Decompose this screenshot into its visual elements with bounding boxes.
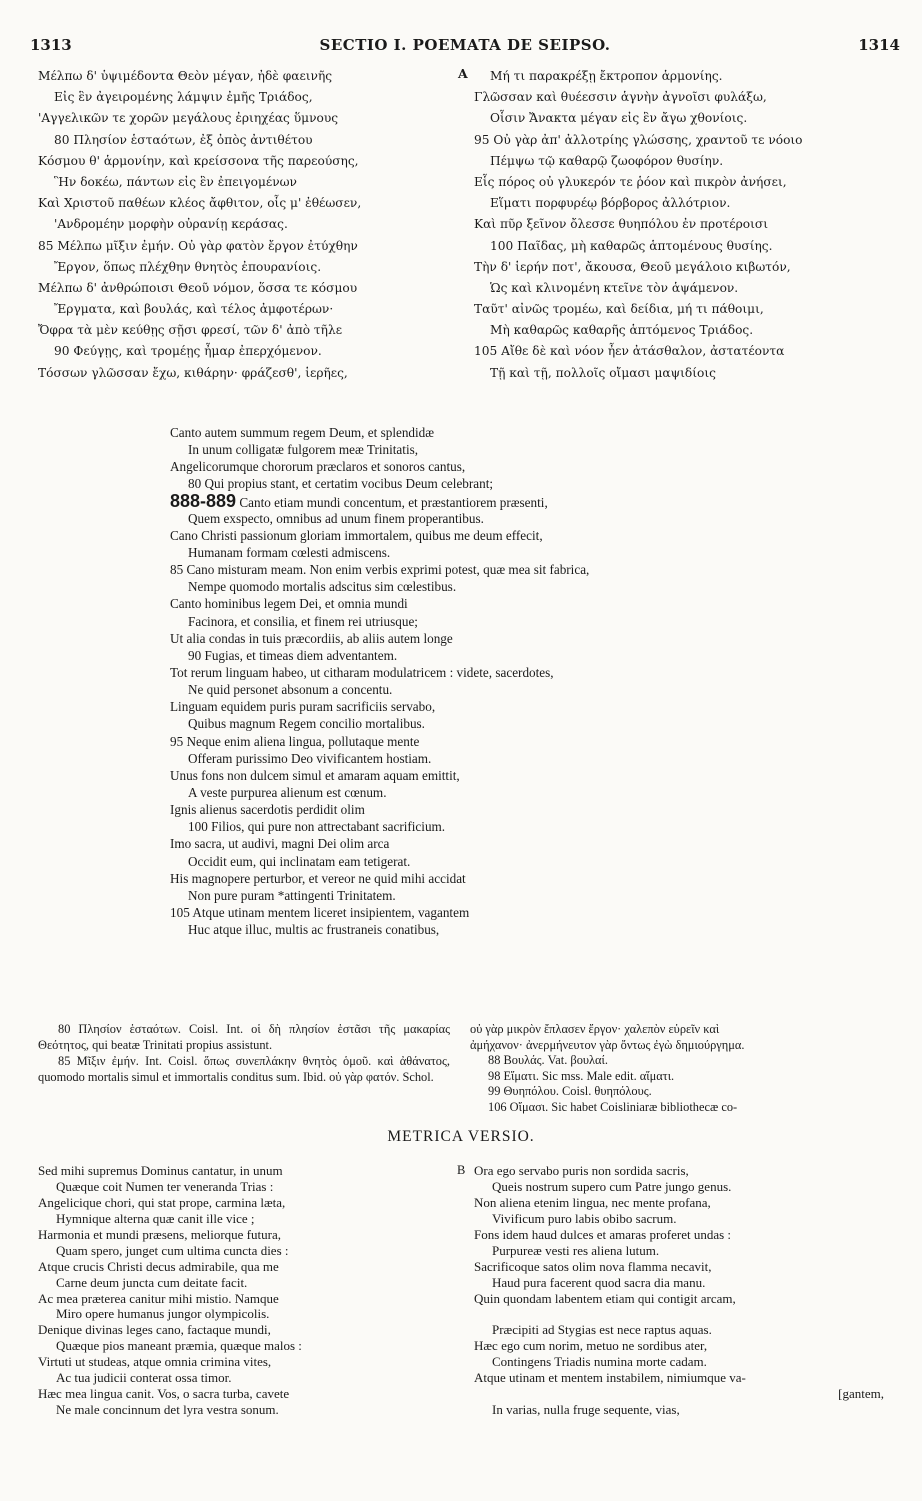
verse-line: Μέλπω δ' ἀνθρώποισι Θεοῦ νόμον, ὅσσα τε κόσμου — [38, 280, 358, 295]
verse-line: Tot rerum linguam habeo, ut citharam modulatricem : videte, sacerdotes, — [170, 664, 554, 680]
verse-line: Ut alia condas in tuis præcordiis, ab aliis autem longe — [170, 630, 453, 646]
verse-text: Canto etiam mundi concentum, et præstantiorem præsenti, — [239, 494, 548, 510]
left-page-number: 1313 — [30, 36, 72, 54]
verse-line: 105 Atque utinam mentem liceret insipientem, vagantem — [170, 904, 470, 920]
verse-line: In varias, nulla fruge sequente, vias, — [492, 1402, 680, 1418]
right-page-number: 1314 — [858, 36, 900, 54]
verse-line: His magnopere perturbor, et vereor ne quid mihi accidat — [170, 870, 466, 886]
verse-line: Εἰς ἓν ἀγειρομένης λάμψιν ἐμῆς Τριάδος, — [54, 90, 313, 105]
column-number-label: 888-889 — [170, 490, 237, 511]
verse-line: Fons idem haud dulces et amaras proferet undas : — [474, 1226, 732, 1242]
verse-line: Quin quondam labentem etiam qui contigit arcam, — [474, 1290, 736, 1306]
verse-line: 'Ανδρομέην μορφὴν οὐρανίῃ κεράσας. — [54, 217, 288, 232]
verse-line: Hæc ego cum norim, metuo ne sordibus ater, — [474, 1338, 708, 1354]
running-title: SECTIO I. POEMATA DE SEIPSO. — [319, 36, 611, 54]
verse-line: Τόσσων γλῶσσαν ἔχω, κιθάρην· φράζεσθ', ἱερῆες, — [38, 365, 348, 380]
verse-line: 100 Filios, qui pure non attrectabant sacrificium. — [188, 819, 446, 835]
verse-line: Ac mea præterea canitur mihi mistio. Namque — [38, 1290, 279, 1306]
verse-line: Quibus magnum Regem concilio mortalibus. — [188, 716, 425, 732]
verse-line: Ὄφρα τὰ μὲν κεύθῃς σῇσι φρεσί, τῶν δ' ἀπὸ τῆλε — [38, 323, 343, 338]
verse-line: Εἷς πόρος οὐ γλυκερόν τε ῥόον καὶ πικρὸν ἀνήσει, — [474, 174, 787, 189]
verse-line: Non pure puram *attingenti Trinitatem. — [188, 887, 396, 903]
verse-line: Ne male concinnum det lyra vestra sonum. — [56, 1402, 279, 1418]
verse-line: Canto autem summum regem Deum, et splendidæ — [170, 425, 435, 440]
verse-line: Ταῦτ' αἰνῶς τρομέω, καὶ δείδια, μή τι πάθοιμι, — [474, 302, 764, 317]
verse-line: Miro opere humanus jungor olympicolis. — [56, 1306, 270, 1322]
verse-line: Atque utinam et mentem instabilem, nimiumque va- — [474, 1370, 746, 1386]
verse-line: Hymnique alterna quæ canit ille vice ; — [56, 1210, 255, 1226]
verse-line: 80 Πλησίον ἑσταότων, ἐξ ὀπὸς ἀντιθέτου — [54, 132, 313, 147]
verse-line: Cano Christi passionum gloriam immortalem, quibus me deum effecit, — [170, 527, 543, 543]
verse-line: Nempe quomodo mortalis adscitus sim cœlestibus. — [188, 579, 457, 595]
verse-line: Haud pura facerent quod sacra dia manu. — [492, 1274, 706, 1290]
verse-line: Angelicorumque chororum præclaros et sonoros cantus, — [170, 459, 466, 475]
footnote: 80 Πλησίον ἑσταότων. Coisl. Int. οἱ δὴ πλησίον ἑστᾶσι τῆς μακαρίας Θεότητος, qui beatæ Trinitati propius assistunt. — [38, 1022, 450, 1052]
footnote: 98 Εἵματι. Sic mss. Male edit. αἵματι. — [488, 1068, 675, 1083]
page-header — [30, 36, 900, 58]
verse-line: Occidit eum, qui inclinatam eam tetigerat. — [188, 853, 411, 869]
verse-line: 105 Αἴθε δὲ καὶ νόον ἦεν ἀτάσθαλον, ἀστατέοντα — [474, 344, 785, 359]
verse-line: Ora ego servabo puris non sordida sacris, — [474, 1163, 689, 1178]
verse-line: Quæque pios maneant præmia, quæque malos : — [56, 1338, 302, 1354]
footnote: οὐ γὰρ μικρὸν ἔπλασεν ἔργον· χαλεπὸν εὑρεῖν καὶ — [470, 1022, 720, 1036]
verse-line: 100 Παῖδας, μὴ καθαρῶς ἁπτομένους θυσίης. — [490, 238, 773, 253]
verse-line: Μὴ καθαρῶς καθαρῆς ἁπτόμενος Τριάδος. — [490, 323, 754, 338]
verse-line: Denique divinas leges cano, factaque mundi, — [38, 1322, 271, 1338]
verse-line: 80 Qui propius stant, et certatim vocibus Deum celebrant; — [188, 476, 494, 492]
verse-line: Virtuti ut studeas, atque omnia crimina vites, — [38, 1354, 272, 1370]
footnote: 106 Οἴμασι. Sic habet Coisliniaræ bibliothecæ co- — [488, 1099, 738, 1114]
column-marker-b: B — [457, 1163, 466, 1177]
verse-line — [170, 490, 870, 511]
verse-line: Hæc mea lingua canit. Vos, o sacra turba, cavete — [38, 1386, 290, 1402]
verse-line: Carne deum juncta cum deitate facit. — [56, 1274, 248, 1290]
verse-line: 90 Φεύγῃς, καὶ τρομέῃς ἦμαρ ἐπερχόμενον. — [54, 344, 322, 359]
verse-line: Non aliena etenim lingua, nec mente profana, — [474, 1194, 711, 1210]
verse-line: 85 Cano misturam meam. Non enim verbis exprimi potest, quæ mea sit fabrica, — [170, 562, 590, 578]
footnotes-right-column — [470, 1022, 890, 1116]
greek-text-right-column — [474, 66, 900, 384]
metrica-right-column — [474, 1163, 904, 1418]
footnotes-left-column — [38, 1022, 450, 1086]
verse-line: Facinora, et consilia, et finem rei utriusque; — [188, 613, 418, 629]
verse-line: Κόσμου θ' ἁρμονίην, καὶ κρείσσονα τῆς παρεούσης, — [38, 153, 359, 168]
verse-line: Ἣν δοκέω, πάντων εἰς ἓν ἐπειγομένων — [54, 174, 297, 189]
verse-line: Harmonia et mundi præsens, meliorque futura, — [38, 1226, 281, 1242]
verse-line: In unum colligatæ fulgorem meæ Trinitatis, — [188, 442, 419, 458]
verse-line: Ἔργματα, καὶ βουλάς, καὶ τέλος ἀμφοτέρων· — [54, 302, 334, 317]
verse-line: Τῇ καὶ τῇ, πολλοῖς οἴμασι μαψιδίοις — [490, 365, 716, 380]
verse-line: Εἵματι πορφυρέῳ βόρβορος ἀλλότριον. — [490, 196, 731, 211]
verse-line: Canto hominibus legem Dei, et omnia mundi — [170, 596, 408, 612]
verse-line: Linguam equidem puris puram sacrificiis servabo, — [170, 699, 436, 715]
verse-line: Sed mihi supremus Dominus cantatur, in unum — [38, 1163, 283, 1178]
verse-line: Πέμψω τῷ καθαρῷ ζωοφόρον θυσίην. — [490, 153, 724, 168]
verse-line: A veste purpurea alienum est cœnum. — [188, 784, 387, 800]
footnote: 85 Μῖξιν ἐμήν. Int. Coisl. ὅπως συνεπλάκην θνητὸς ὁμοῦ. καὶ ἀθάνατος, quomodo mortalis simul et immortalis conditus sum. Ibid. οὐ γὰρ φατόν. Schol. — [38, 1054, 450, 1084]
verse-line: Ne quid personet absonum a concentu. — [188, 682, 393, 698]
verse-line: Quæque coit Numen ter veneranda Trias : — [56, 1178, 274, 1194]
verse-line: Offeram purissimo Deo vivificantem hostiam. — [188, 750, 432, 766]
metrica-versio-title: METRICA VERSIO. — [387, 1128, 535, 1145]
verse-line: 'Αγγελικῶν τε χορῶν μεγάλους ἐριηχέας ὕμνους — [38, 111, 339, 126]
footnote: 88 Βουλάς. Vat. βουλαί. — [488, 1053, 608, 1068]
verse-line: 85 Μέλπω μῖξιν ἐμήν. Οὐ γὰρ φατὸν ἔργον ἐτύχθην — [38, 238, 358, 253]
column-marker-a: A — [458, 66, 468, 81]
verse-line: Ac tua judicii conterat ossa timor. — [56, 1370, 232, 1386]
verse-line: 95 Neque enim aliena lingua, pollutaque mente — [170, 733, 420, 749]
verse-line: 95 Οὐ γὰρ ἀπ' ἀλλοτρίης γλώσσης, χραντοῦ τε νόοιο — [474, 132, 803, 147]
verse-line: Sacrificoque satos olim nova flamma necavit, — [474, 1258, 712, 1274]
verse-line: Queis nostrum supero cum Patre jungo genus. — [492, 1178, 732, 1194]
verse-line: Ἔργον, ὅπως πλέχθην θνητὸς ἐπουρανίοις. — [54, 259, 322, 274]
footnote: ἀμήχανον· ἀνερμήνευτον γὰρ ὄντως ἐγὼ δημιούργημα. — [470, 1037, 745, 1052]
latin-translation — [170, 424, 870, 938]
verse-line: Præcipiti ad Stygias est nece raptus aquas. — [492, 1322, 712, 1338]
verse-line: 90 Fugias, et timeas diem adventantem. — [188, 647, 398, 663]
footnote: 99 Θυηπόλου. Coisl. θυηπόλους. — [488, 1084, 652, 1099]
verse-line: Ignis alienus sacerdotis perdidit olim — [170, 802, 365, 818]
verse-line: Γλῶσσαν καὶ θυέεσσιν ἁγνὴν ἀγνοῖσι φυλάξω, — [474, 90, 767, 105]
verse-line: Imo sacra, ut audivi, magni Dei olim arca — [170, 836, 390, 852]
verse-line: Vivificum puro labis obibo sacrum. — [492, 1210, 677, 1226]
verse-line: Humanam formam cœlesti admiscens. — [188, 544, 391, 560]
verse-line: Unus fons non dulcem simul et amaram aquam emittit, — [170, 767, 460, 783]
verse-line: Huc atque illuc, multis ac frustraneis conatibus, — [188, 922, 440, 938]
verse-line: Μέλπω δ' ὑψιμέδοντα Θεὸν μέγαν, ἠδὲ φαεινῆς — [38, 69, 333, 83]
verse-line: Μή τι παρακρέξῃ ἔκτροπον ἁρμονίης. — [490, 69, 723, 83]
verse-line: Τὴν δ' ἱερήν ποτ', ἄκουσα, Θεοῦ μεγάλοιο κιβωτόν, — [474, 259, 791, 274]
verse-line: Καὶ Χριστοῦ παθέων κλέος ἄφθιτον, οἷς μ' ἐθέωσεν, — [38, 196, 362, 211]
verse-line: Contingens Triadis numina morte cadam. — [492, 1354, 707, 1370]
verse-line: Οἷσιν Ἄνακτα μέγαν εἰς ἓν ἄγω χθονίοις. — [490, 111, 748, 126]
verse-line: Angelicique chori, qui stat prope, carmina læta, — [38, 1194, 286, 1210]
verse-line: Ὡς καὶ κλινομένη κτεῖνε τὸν ἁψάμενον. — [490, 280, 739, 295]
verse-line: Atque crucis Christi decus admirabile, qua me — [38, 1258, 279, 1274]
verse-line: Purpureæ vesti res aliena lutum. — [492, 1242, 660, 1258]
metrica-left-column — [38, 1163, 448, 1418]
verse-line: Quam spero, junget cum ultima cuncta dies : — [56, 1242, 289, 1258]
verse-line: Quem exspecto, omnibus ad unum finem properantibus. — [188, 510, 484, 526]
verse-line: Καὶ πῦρ ξεῖνον ὄλεσσε θυηπόλου ἐν προτέροισι — [474, 217, 768, 232]
greek-text-left-column — [38, 66, 456, 384]
verse-line — [474, 1306, 904, 1322]
verse-line: [gantem, — [838, 1386, 884, 1402]
